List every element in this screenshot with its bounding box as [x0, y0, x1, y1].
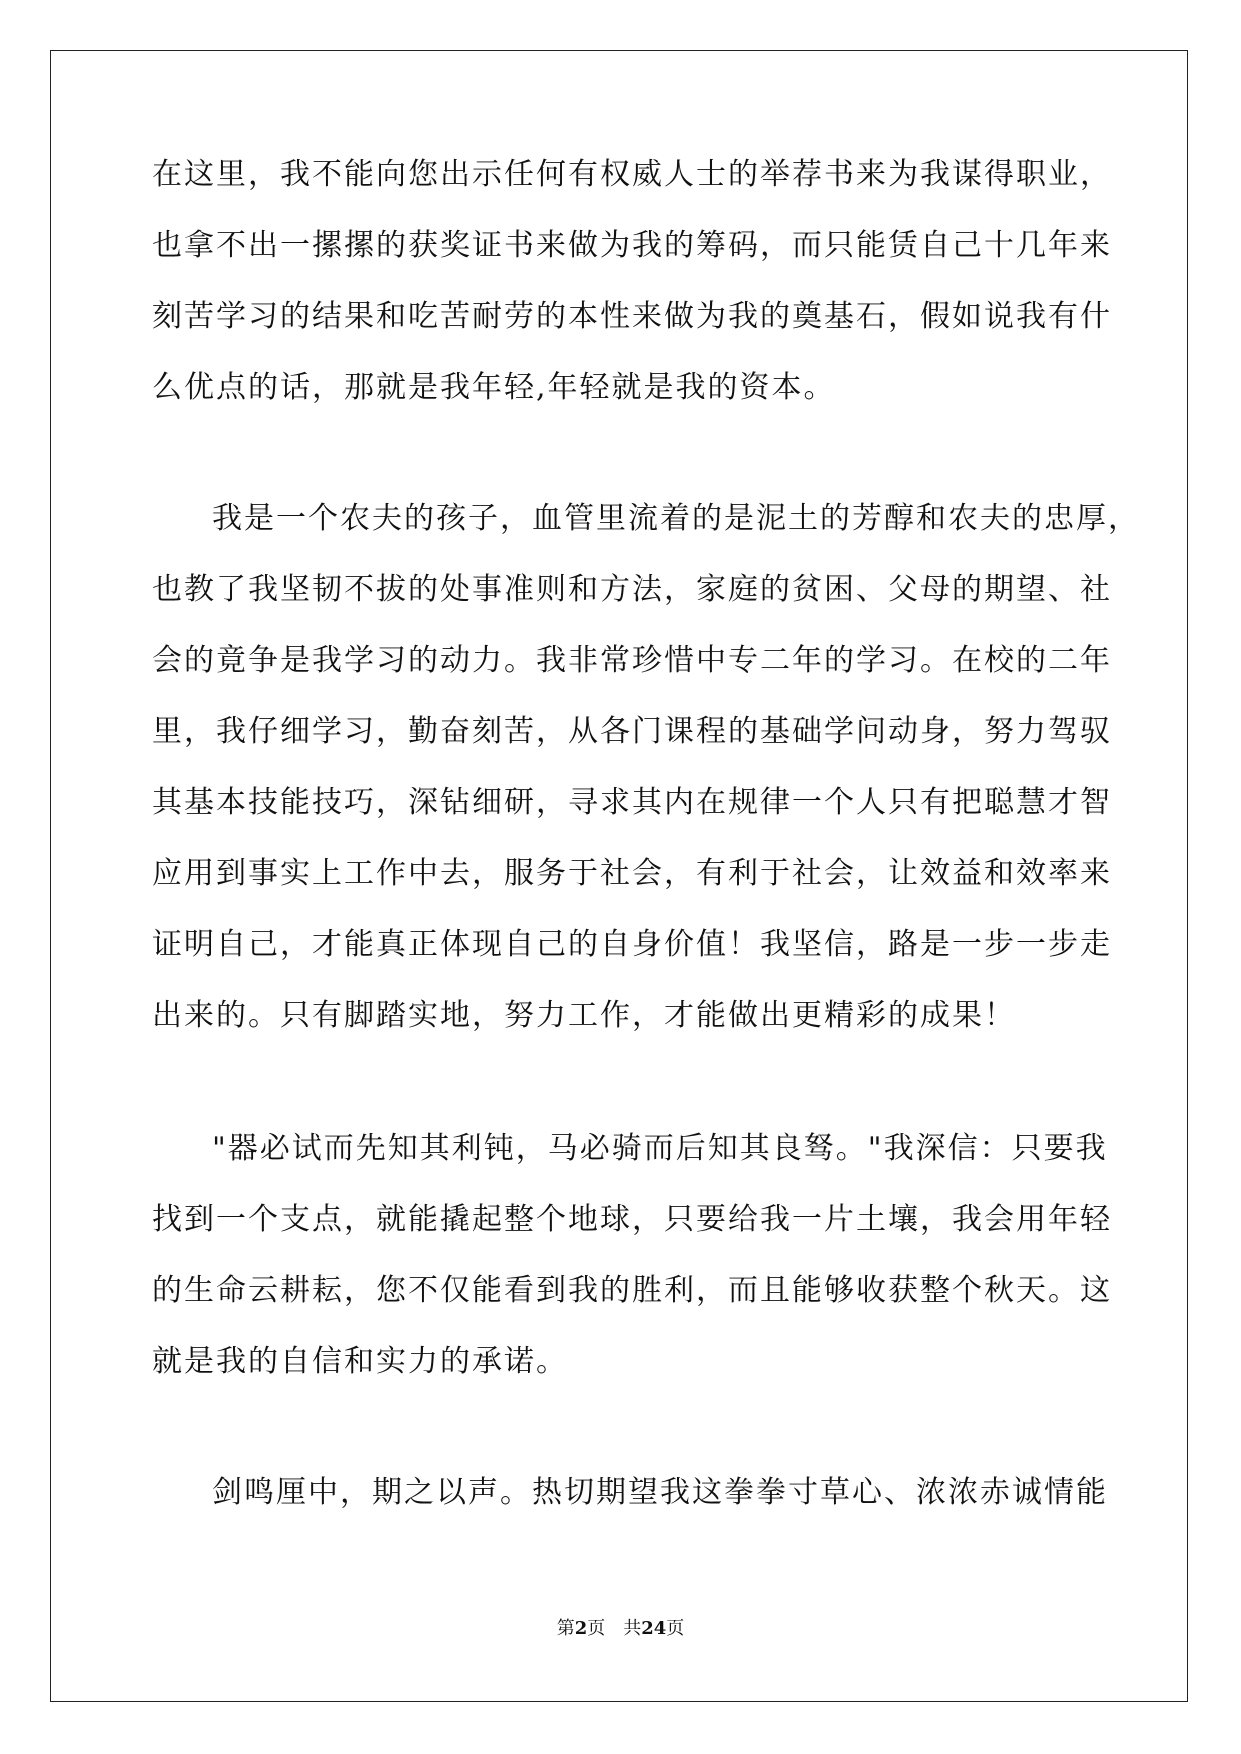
page-suffix: 页: [587, 1618, 606, 1639]
total-suffix: 页: [666, 1618, 685, 1639]
text-line: 刻苦学习的结果和吃苦耐劳的本性来做为我的奠基石，假如说我有什: [152, 299, 1112, 334]
text-line: 也教了我坚韧不拔的处事准则和方法，家庭的贫困、父母的期望、社: [152, 572, 1112, 607]
paragraph-start-line: 我是一个农夫的孩子，血管里流着的是泥土的芳醇和农夫的忠厚，: [212, 501, 1140, 536]
text-line: 出来的。只有脚踏实地，努力工作，才能做出更精彩的成果！: [152, 998, 1016, 1033]
page-footer: [0, 1617, 1241, 1641]
total-prefix: 共: [623, 1618, 642, 1639]
paragraph-start-line: 剑鸣厘中，期之以声。热切期望我这拳拳寸草心、浓浓赤诚情能: [212, 1475, 1108, 1510]
text-line: 么优点的话，那就是我年轻,年轻就是我的资本。: [152, 370, 836, 405]
text-line: 在这里，我不能向您出示任何有权威人士的举荐书来为我谋得职业，: [152, 157, 1112, 192]
text-line: 的生命云耕耘，您不仅能看到我的胜利，而且能够收获整个秋天。这: [152, 1273, 1112, 1308]
text-line: 找到一个支点，就能撬起整个地球，只要给我一片土壤，我会用年轻: [152, 1202, 1112, 1237]
total-pages: 24: [641, 1618, 667, 1639]
page-number: 2: [574, 1618, 588, 1639]
paragraph-start-line: "器必试而先知其利钝，马必骑而后知其良驽。"我深信：只要我: [212, 1131, 1108, 1166]
text-line: 应用到事实上工作中去，服务于社会，有利于社会，让效益和效率来: [152, 856, 1112, 891]
page-prefix: 第: [556, 1618, 575, 1639]
text-line: 里，我仔细学习，勤奋刻苦，从各门课程的基础学问动身，努力驾驭: [152, 714, 1112, 749]
text-line: 也拿不出一摞摞的获奖证书来做为我的筹码，而只能赁自己十几年来: [152, 228, 1112, 263]
text-line: 其基本技能技巧，深钻细研，寻求其内在规律一个人只有把聪慧才智: [152, 785, 1112, 820]
text-line: 就是我的自信和实力的承诺。: [152, 1344, 568, 1379]
text-line: 证明自己，才能真正体现自己的自身价值！我坚信，路是一步一步走: [152, 927, 1112, 962]
text-line: 会的竟争是我学习的动力。我非常珍惜中专二年的学习。在校的二年: [152, 643, 1112, 678]
